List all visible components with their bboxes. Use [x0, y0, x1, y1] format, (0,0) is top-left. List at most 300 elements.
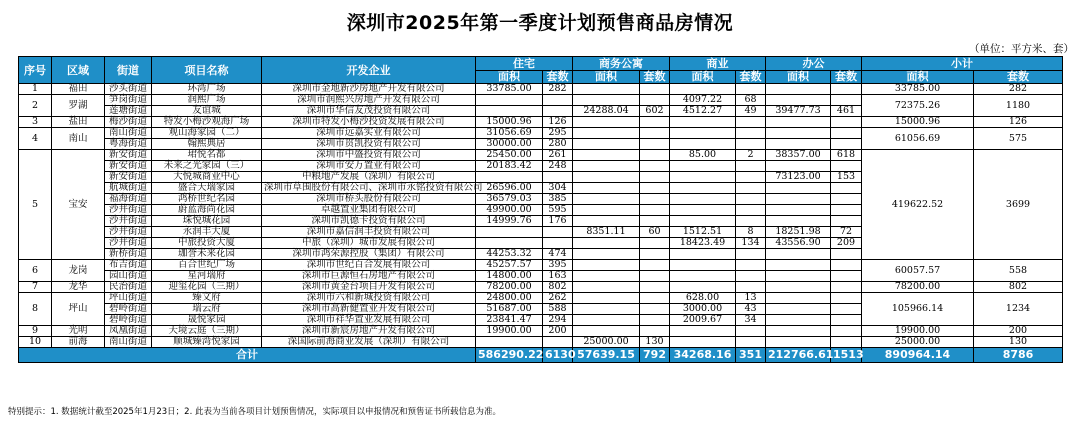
- cell-office-units: 461: [831, 106, 862, 117]
- cell-developer: 中粮地产发展（深圳）有限公司: [262, 172, 476, 183]
- cell-subtotal-units: 575: [974, 128, 1063, 150]
- cell-commercial-units: [736, 326, 766, 337]
- cell-subtotal-units: 130: [974, 337, 1063, 348]
- cell-office-units: [831, 84, 862, 95]
- cell-commercial-units: 8: [736, 227, 766, 238]
- cell-developer: 深圳市黄金台项目开发有限公司: [262, 282, 476, 293]
- cell-developer: 深圳市金地新沙房地产开发有限公司: [262, 84, 476, 95]
- cell-developer: 深圳市中盛投资有限公司: [262, 150, 476, 161]
- header-subtotal: 小计: [862, 57, 1063, 71]
- cell-residential-area: 45257.57: [476, 260, 543, 271]
- cell-street: 沙头街道: [105, 84, 152, 95]
- cell-residential-area: 36579.03: [476, 194, 543, 205]
- header-area: 面积: [862, 71, 974, 84]
- cell-residential-units: 282: [543, 84, 573, 95]
- cell-developer: 深圳市安万置业有限公司: [262, 161, 476, 172]
- cell-commercial-units: [736, 216, 766, 227]
- header-district: 区域: [52, 57, 105, 84]
- cell-commercial-units: 2: [736, 150, 766, 161]
- cell-commercial-area: [670, 194, 736, 205]
- cell-office-area: [766, 84, 831, 95]
- cell-project: 鸿桥世纪名园: [152, 194, 262, 205]
- cell-residential-units: [543, 227, 573, 238]
- cell-developer: 中旅（深圳）城市发展有限公司: [262, 238, 476, 249]
- cell-office-apartment-area: [573, 304, 640, 315]
- cell-developer: 深圳市远嘉实业有限公司: [262, 128, 476, 139]
- cell-residential-units: 176: [543, 216, 573, 227]
- cell-project: 蔚蓝海尚花园: [152, 205, 262, 216]
- cell-street: 新桥街道: [105, 249, 152, 260]
- cell-office-apartment-units: [640, 128, 670, 139]
- table-body: [19, 84, 1063, 348]
- cell-office-area: [766, 282, 831, 293]
- cell-commercial-units: 13: [736, 293, 766, 304]
- table-row: [19, 326, 1063, 337]
- cell-subtotal-area: 72375.26: [862, 95, 974, 117]
- header-units: 套数: [974, 71, 1063, 84]
- cell-project: 润熙广场: [152, 95, 262, 106]
- cell-office-area: [766, 260, 831, 271]
- cell-developer: 深圳市润熙兴房地产开发有限公司: [262, 95, 476, 106]
- cell-office-apartment-units: [640, 249, 670, 260]
- cell-street: 凤凰街道: [105, 326, 152, 337]
- cell-office-area: 43556.90: [766, 238, 831, 249]
- cell-office-apartment-units: [640, 150, 670, 161]
- header-residential: 住宅: [476, 57, 573, 71]
- cell-commercial-area: [670, 128, 736, 139]
- cell-developer: 深圳市嘉信润丰投资有限公司: [262, 227, 476, 238]
- cell-residential-area: 30000.00: [476, 139, 543, 150]
- cell-office-apartment-units: [640, 117, 670, 128]
- cell-street: 新安街道: [105, 172, 152, 183]
- cell-project: 瑞云府: [152, 304, 262, 315]
- cell-commercial-area: 3000.00: [670, 304, 736, 315]
- cell-commercial-area: [670, 84, 736, 95]
- cell-commercial-units: [736, 183, 766, 194]
- header-office: 办公: [766, 57, 862, 71]
- cell-office-units: [831, 271, 862, 282]
- cell-office-area: [766, 128, 831, 139]
- cell-office-apartment-area: [573, 194, 640, 205]
- cell-residential-area: 51687.00: [476, 304, 543, 315]
- cell-office-apartment-units: [640, 260, 670, 271]
- cell-office-apartment-units: [640, 238, 670, 249]
- cell-office-units: [831, 216, 862, 227]
- cell-commercial-area: 1512.51: [670, 227, 736, 238]
- cell-subtotal-units: 802: [974, 282, 1063, 293]
- cell-street: 笋岗街道: [105, 95, 152, 106]
- cell-office-apartment-area: [573, 293, 640, 304]
- cell-street: 沙井街道: [105, 227, 152, 238]
- cell-residential-units: 802: [543, 282, 573, 293]
- cell-office-area: [766, 139, 831, 150]
- cell-developer: 深圳市高新健置业开发有限公司: [262, 304, 476, 315]
- cell-office-units: [831, 139, 862, 150]
- total-row: [19, 348, 1063, 363]
- cell-residential-area: [476, 227, 543, 238]
- cell-commercial-units: [736, 84, 766, 95]
- cell-residential-units: 474: [543, 249, 573, 260]
- cell-subtotal-units: 1234: [974, 293, 1063, 326]
- cell-commercial-area: [670, 139, 736, 150]
- cell-commercial-area: [670, 282, 736, 293]
- total-subtotal-area: 890964.14: [862, 348, 974, 363]
- table-row: [19, 84, 1063, 95]
- cell-commercial-area: [670, 249, 736, 260]
- cell-office-area: [766, 249, 831, 260]
- cell-office-units: [831, 282, 862, 293]
- cell-district: 南山: [52, 128, 105, 150]
- cell-residential-area: 49900.00: [476, 205, 543, 216]
- cell-office-apartment-area: [573, 326, 640, 337]
- cell-residential-units: [543, 172, 573, 183]
- cell-district: 龙岗: [52, 260, 105, 282]
- cell-seq: 10: [19, 337, 52, 348]
- cell-subtotal-area: 61056.69: [862, 128, 974, 150]
- header-street: 街道: [105, 57, 152, 84]
- cell-office-area: 38357.00: [766, 150, 831, 161]
- header-office-apartment: 商务公寓: [573, 57, 670, 71]
- cell-seq: 5: [19, 150, 52, 260]
- cell-office-apartment-units: 602: [640, 106, 670, 117]
- cell-residential-area: 24800.00: [476, 293, 543, 304]
- cell-project: 迎玺花园（三期）: [152, 282, 262, 293]
- cell-street: 民治街道: [105, 282, 152, 293]
- cell-seq: 7: [19, 282, 52, 293]
- table-footer: [19, 348, 1063, 363]
- cell-residential-units: [543, 238, 573, 249]
- cell-office-units: [831, 183, 862, 194]
- cell-seq: 3: [19, 117, 52, 128]
- cell-residential-units: [543, 337, 573, 348]
- cell-office-apartment-units: [640, 216, 670, 227]
- cell-residential-units: 294: [543, 315, 573, 326]
- cell-seq: 8: [19, 293, 52, 326]
- cell-commercial-area: 2009.67: [670, 315, 736, 326]
- cell-street: 沙井街道: [105, 238, 152, 249]
- cell-residential-units: 304: [543, 183, 573, 194]
- cell-commercial-units: [736, 161, 766, 172]
- cell-residential-area: [476, 172, 543, 183]
- header-commercial: 商业: [670, 57, 766, 71]
- cell-street: 南山街道: [105, 337, 152, 348]
- cell-commercial-area: 85.00: [670, 150, 736, 161]
- cell-office-apartment-area: 24288.04: [573, 106, 640, 117]
- total-office-area: 212766.61: [766, 348, 831, 363]
- table-row: [19, 128, 1063, 139]
- cell-office-apartment-units: 130: [640, 337, 670, 348]
- table-row: [19, 293, 1063, 304]
- cell-developer: 深圳市草围股份有限公司、深圳市永铭投资有限公司: [262, 183, 476, 194]
- cell-residential-units: 595: [543, 205, 573, 216]
- cell-office-apartment-units: [640, 194, 670, 205]
- cell-commercial-units: [736, 271, 766, 282]
- cell-subtotal-units: 282: [974, 84, 1063, 95]
- cell-office-area: [766, 194, 831, 205]
- cell-commercial-units: [736, 337, 766, 348]
- cell-office-apartment-area: 8351.11: [573, 227, 640, 238]
- cell-street: 粤海街道: [105, 139, 152, 150]
- cell-project: 盛合天瑞家园: [152, 183, 262, 194]
- cell-developer: 深圳市凯德卡投资有限公司: [262, 216, 476, 227]
- cell-residential-area: 15000.96: [476, 117, 543, 128]
- cell-office-area: 18251.98: [766, 227, 831, 238]
- cell-residential-area: [476, 106, 543, 117]
- cell-commercial-area: 18423.49: [670, 238, 736, 249]
- cell-commercial-area: [670, 260, 736, 271]
- cell-commercial-area: [670, 172, 736, 183]
- cell-office-apartment-units: [640, 205, 670, 216]
- cell-office-area: [766, 304, 831, 315]
- cell-commercial-area: [670, 183, 736, 194]
- cell-office-units: [831, 304, 862, 315]
- cell-developer: 卓越置业集团有限公司: [262, 205, 476, 216]
- cell-residential-units: [543, 106, 573, 117]
- cell-subtotal-area: 15000.96: [862, 117, 974, 128]
- cell-project: 友谊城: [152, 106, 262, 117]
- cell-residential-area: 26596.00: [476, 183, 543, 194]
- cell-residential-units: 588: [543, 304, 573, 315]
- cell-street: 碧岭街道: [105, 304, 152, 315]
- header-area: 面积: [670, 71, 736, 84]
- cell-district: 前海: [52, 337, 105, 348]
- cell-project: 特发小梅沙观海广场: [152, 117, 262, 128]
- cell-developer: 深圳市祥华置业发展有限公司: [262, 315, 476, 326]
- cell-residential-area: [476, 95, 543, 106]
- cell-street: 梅沙街道: [105, 117, 152, 128]
- cell-district: 福田: [52, 84, 105, 95]
- table-row: [19, 260, 1063, 271]
- footnote: 特别提示：1. 数据统计截至2025年1月23日；2. 此表为当前各项目计划预售情况，实际项目以申报情况和预售证书所载信息为准。: [8, 407, 501, 417]
- cell-project: 永润丰大厦: [152, 227, 262, 238]
- cell-project: 大悦城商业中心: [152, 172, 262, 183]
- cell-residential-area: [476, 238, 543, 249]
- cell-office-units: [831, 128, 862, 139]
- cell-commercial-units: [736, 194, 766, 205]
- cell-office-apartment-units: [640, 139, 670, 150]
- cell-office-apartment-area: 25000.00: [573, 337, 640, 348]
- total-commercial-units: 351: [736, 348, 766, 363]
- header-units: 套数: [640, 71, 670, 84]
- cell-office-area: [766, 326, 831, 337]
- cell-subtotal-area: 25000.00: [862, 337, 974, 348]
- cell-commercial-area: [670, 326, 736, 337]
- cell-subtotal-area: 78200.00: [862, 282, 974, 293]
- cell-office-apartment-units: [640, 95, 670, 106]
- cell-office-units: [831, 117, 862, 128]
- cell-residential-area: 19900.00: [476, 326, 543, 337]
- cell-district: 盐田: [52, 117, 105, 128]
- cell-commercial-area: [670, 117, 736, 128]
- cell-street: 航城街道: [105, 183, 152, 194]
- cell-office-units: [831, 95, 862, 106]
- header-area: 面积: [476, 71, 543, 84]
- header-project: 项目名称: [152, 57, 262, 84]
- cell-residential-units: 295: [543, 128, 573, 139]
- header-area: 面积: [766, 71, 831, 84]
- cell-office-units: [831, 260, 862, 271]
- total-office-apartment-units: 792: [640, 348, 670, 363]
- cell-project: 星河瑞府: [152, 271, 262, 282]
- cell-office-area: [766, 183, 831, 194]
- cell-street: 南山街道: [105, 128, 152, 139]
- cell-office-apartment-area: [573, 128, 640, 139]
- cell-commercial-units: [736, 205, 766, 216]
- cell-developer: 深圳市新宸房地产开发有限公司: [262, 326, 476, 337]
- cell-residential-area: 25450.00: [476, 150, 543, 161]
- cell-office-apartment-units: 60: [640, 227, 670, 238]
- cell-residential-units: 126: [543, 117, 573, 128]
- cell-developer: 深圳市贯凯投资有限公司: [262, 139, 476, 150]
- cell-office-apartment-area: [573, 271, 640, 282]
- header-units: 套数: [736, 71, 766, 84]
- cell-street: 沙井街道: [105, 216, 152, 227]
- unit-label: （单位：平方米、套）: [969, 43, 1074, 55]
- cell-seq: 4: [19, 128, 52, 150]
- cell-office-units: 618: [831, 150, 862, 161]
- cell-residential-area: 14800.00: [476, 271, 543, 282]
- cell-office-area: 73123.00: [766, 172, 831, 183]
- cell-street: 新安街道: [105, 150, 152, 161]
- cell-office-area: [766, 337, 831, 348]
- cell-residential-units: 163: [543, 271, 573, 282]
- total-commercial-area: 34268.16: [670, 348, 736, 363]
- cell-office-area: [766, 271, 831, 282]
- cell-residential-area: 78200.00: [476, 282, 543, 293]
- cell-project: 环湾广场: [152, 84, 262, 95]
- page-title: 深圳市2025年第一季度计划预售商品房情况: [346, 12, 734, 34]
- header-units: 套数: [543, 71, 573, 84]
- cell-subtotal-units: 1180: [974, 95, 1063, 117]
- table-row: [19, 117, 1063, 128]
- cell-commercial-units: 43: [736, 304, 766, 315]
- cell-office-apartment-area: [573, 205, 640, 216]
- cell-office-apartment-units: [640, 183, 670, 194]
- cell-office-apartment-units: [640, 172, 670, 183]
- cell-residential-units: 395: [543, 260, 573, 271]
- cell-subtotal-area: 60057.57: [862, 260, 974, 282]
- header-seq: 序号: [19, 57, 52, 84]
- cell-subtotal-units: 3699: [974, 150, 1063, 260]
- cell-commercial-area: [670, 271, 736, 282]
- cell-developer: 深圳市六和新城投资有限公司: [262, 293, 476, 304]
- cell-office-units: [831, 315, 862, 326]
- cell-office-apartment-area: [573, 84, 640, 95]
- cell-developer: 深圳市桥头股份有限公司: [262, 194, 476, 205]
- cell-commercial-area: [670, 337, 736, 348]
- cell-district: 罗湖: [52, 95, 105, 117]
- total-office-apartment-area: 57639.15: [573, 348, 640, 363]
- cell-residential-area: 44253.32: [476, 249, 543, 260]
- cell-office-apartment-area: [573, 238, 640, 249]
- cell-project: 中旅投资大厦: [152, 238, 262, 249]
- cell-residential-units: 385: [543, 194, 573, 205]
- cell-project: 珺悦名都: [152, 150, 262, 161]
- cell-street: 莲塘街道: [105, 106, 152, 117]
- cell-residential-units: 248: [543, 161, 573, 172]
- cell-office-apartment-units: [640, 304, 670, 315]
- cell-office-area: [766, 161, 831, 172]
- cell-subtotal-area: 419622.52: [862, 150, 974, 260]
- cell-developer: 深圳市巨源恒石房地产有限公司: [262, 271, 476, 282]
- cell-office-apartment-area: [573, 260, 640, 271]
- cell-subtotal-units: 126: [974, 117, 1063, 128]
- cell-office-apartment-units: [640, 315, 670, 326]
- cell-residential-units: 280: [543, 139, 573, 150]
- cell-office-apartment-units: [640, 84, 670, 95]
- table-row: [19, 282, 1063, 293]
- cell-office-apartment-area: [573, 315, 640, 326]
- cell-district: 宝安: [52, 150, 105, 260]
- cell-office-units: [831, 293, 862, 304]
- total-residential-area: 586290.22: [476, 348, 543, 363]
- cell-subtotal-area: 33785.00: [862, 84, 974, 95]
- cell-commercial-units: 68: [736, 95, 766, 106]
- cell-office-apartment-units: [640, 326, 670, 337]
- cell-street: 碧岭街道: [105, 315, 152, 326]
- table-header: [19, 57, 1063, 84]
- cell-commercial-units: 49: [736, 106, 766, 117]
- cell-commercial-units: [736, 249, 766, 260]
- cell-office-units: [831, 205, 862, 216]
- cell-district: 龙华: [52, 282, 105, 293]
- cell-district: 坪山: [52, 293, 105, 326]
- cell-developer: 深圳市特发小梅沙投资发展有限公司: [262, 117, 476, 128]
- cell-office-units: 72: [831, 227, 862, 238]
- cell-residential-area: 33785.00: [476, 84, 543, 95]
- header-area: 面积: [573, 71, 640, 84]
- cell-street: 新安街道: [105, 161, 152, 172]
- cell-commercial-units: 34: [736, 315, 766, 326]
- cell-office-units: [831, 194, 862, 205]
- cell-developer: 深圳市鸿荣源控股（集团）有限公司: [262, 249, 476, 260]
- cell-residential-area: 23841.47: [476, 315, 543, 326]
- cell-residential-units: 261: [543, 150, 573, 161]
- cell-project: 翰熙典居: [152, 139, 262, 150]
- cell-residential-area: 14999.76: [476, 216, 543, 227]
- cell-office-area: 39477.73: [766, 106, 831, 117]
- cell-office-apartment-area: [573, 216, 640, 227]
- cell-office-area: [766, 95, 831, 106]
- cell-project: 珠悦城花园: [152, 216, 262, 227]
- cell-office-units: 209: [831, 238, 862, 249]
- cell-office-area: [766, 315, 831, 326]
- cell-office-area: [766, 293, 831, 304]
- cell-commercial-units: [736, 117, 766, 128]
- presale-table: [18, 56, 1063, 363]
- cell-commercial-area: 628.00: [670, 293, 736, 304]
- cell-office-area: [766, 216, 831, 227]
- cell-seq: 9: [19, 326, 52, 337]
- cell-project: 观山海家园（二）: [152, 128, 262, 139]
- cell-subtotal-area: 105966.14: [862, 293, 974, 326]
- table-row: [19, 95, 1063, 106]
- cell-street: 沙井街道: [105, 205, 152, 216]
- cell-project: 百合世纪广场: [152, 260, 262, 271]
- cell-project: 臻文府: [152, 293, 262, 304]
- total-office-units: 1513: [831, 348, 862, 363]
- cell-office-apartment-units: [640, 282, 670, 293]
- cell-commercial-area: [670, 205, 736, 216]
- table-row: [19, 337, 1063, 348]
- cell-developer: 深圳市世纪百合发展有限公司: [262, 260, 476, 271]
- cell-office-apartment-area: [573, 172, 640, 183]
- cell-seq: 2: [19, 95, 52, 117]
- cell-seq: 1: [19, 84, 52, 95]
- cell-office-units: [831, 326, 862, 337]
- cell-project: 顺城臻湾悦家园: [152, 337, 262, 348]
- cell-subtotal-units: 200: [974, 326, 1063, 337]
